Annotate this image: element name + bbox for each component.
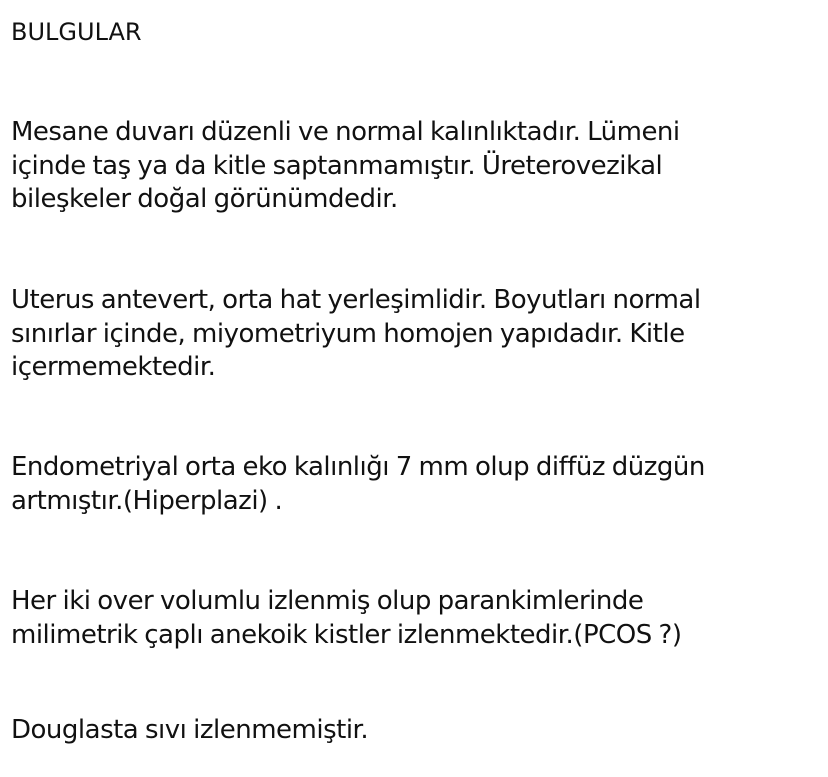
paragraph-bladder xyxy=(11,116,823,217)
paragraph-line: artmıştır.(Hiperplazi) . xyxy=(11,485,283,516)
paragraph-line: milimetrik çaplı anekoik kistler izlenmektedir.(PCOS ?) xyxy=(11,619,682,650)
paragraph-douglas xyxy=(11,714,823,748)
paragraph-endometrium xyxy=(11,451,823,518)
paragraph-line: Douglasta sıvı izlenmemiştir. xyxy=(11,715,369,745)
report-heading: BULGULAR xyxy=(11,18,142,46)
paragraph-line: içermemektedir. xyxy=(11,352,216,382)
paragraph-line: bileşkeler doğal görünümdedir. xyxy=(11,184,398,214)
paragraph-line: Endometriyal orta eko kalınlığı 7 mm olup diffüz düzgün xyxy=(11,452,705,482)
paragraph-line: içinde taş ya da kitle saptanmamıştır. Üreterovezikal xyxy=(11,150,663,181)
paragraph-line: Uterus antevert, orta hat yerleşimlidir. Boyutları normal xyxy=(11,285,701,315)
paragraph-line: Her iki over volumlu izlenmiş olup parankimlerinde xyxy=(11,586,644,616)
paragraph-ovaries xyxy=(11,585,823,652)
paragraph-line: Mesane duvarı düzenli ve normal kalınlıktadır. Lümeni xyxy=(11,117,680,147)
paragraph-line: sınırlar içinde, miyometriyum homojen yapıdadır. Kitle xyxy=(11,318,685,349)
paragraph-uterus xyxy=(11,284,823,385)
